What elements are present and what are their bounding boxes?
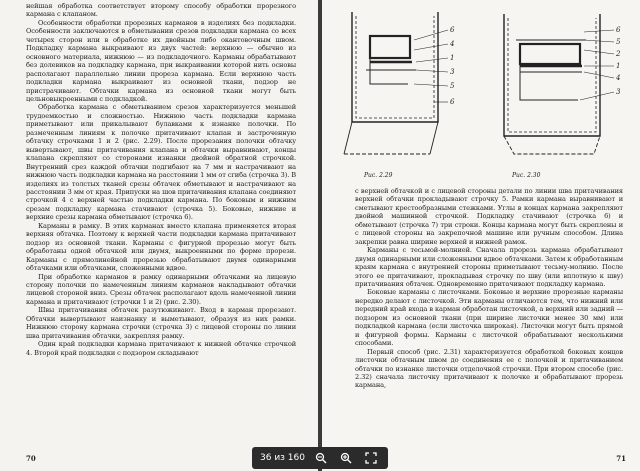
page-indicator: 36 из 160 [260,453,305,463]
zoom-in-icon[interactable] [337,449,355,467]
fullscreen-icon[interactable] [362,449,380,467]
fig30-label: 4 [616,74,621,82]
figure-2-30 [490,4,630,164]
fig30-label: 6 [616,26,621,34]
paragraph: Карманы с тесьмой-молнией. Сначала прорезь кармана обрабатывают двумя одинарными или сложенными вдвое обтачками. Затем к обработанным краям кармана с внутренней стороны приметывают тесьму-молнию. После этого ее притачивают, прокладывая строчку по шву (или вплотную к шву) притачивания обтачек. Одновременно притачивают подкладку кармана. [355,246,623,288]
fig29-label: 1 [450,54,455,62]
figure-2-29 [330,4,465,164]
paragraph: При обработке карманов в рамку одинарными обтачками на лицевую сторону полочки по намеченным линиям карманов накладывают обтачки лицевой стороной вниз. Срезы обтачек располагают вдоль намеченной линии кармана и притачивают (строчки 1 и 2) (рис. 2.30). [26,272,296,306]
paragraph: Особенности обработки прорезных карманов в изделиях без подкладки. Особенности заключаются в обметывании срезов подкладки кармана со всех четырех сторон или в обработке их двойным либо окантовочным швом. Подкладку кармана выкраивают из двух частей: верхнюю — обычно из основного материала, нижнюю — из подкладочного. Карманы обрабатывают без долевиков на подкладку кармана, при выкраивании которой нить основы располагают параллельно линии прореза кармана. Если верхнюю часть подкладки кармана выкраивают из основной ткани, подзор не пристрачивают. Обтачки кармана из основной ткани могут быть цельновыкроенными с подкладкой. [26,18,296,103]
zoom-out-icon[interactable] [312,449,330,467]
paragraph: Карманы в рамку. В этих карманах вместо клапана применяется вторая верхняя обтачка. Поэтому к верхней части подкладки кармана притачивают подзор из основной ткани. Карманы с фигурной прорезью могут быть обработаны одной обтачкой или двумя, выкроенными по форме прорези. Карманы с прямолинейной прорезью обрабатывают двумя одинарными обтачками или обтачками, сложенными вдвое. [26,221,296,273]
fig29-label: 3 [450,68,455,76]
fig29-label: 6 [450,98,455,106]
figure-2-30-caption: Рис. 2.30 [512,172,541,179]
paragraph: Боковые карманы с листочками. Боковые и верхние прорезные карманы нередко делают с листочкой. Эти карманы отличаются тем, что нижний или передний край входа в карман обработан листочкой, а верхний или задний — подзором из основной ткани (при ширине листочки менее 30 мм) или подкладкой кармана (если листочка широкая). Листочки могут быть прямой и фигурной формы. Карманы с листочкой обрабатывают несколькими способами. [355,288,623,348]
fig29-label: 6 [450,26,455,34]
paragraph: Один край подкладки кармана притачивают к нижней обтачке строчкой 4. Второй край подкладки с подзором складывают [26,340,296,357]
fig29-label: 5 [450,82,455,90]
paragraph: нейшая обработка соответствует второму способу обработки прорезного кармана с клапаном. [26,2,296,19]
paragraph: Первый способ (рис. 2.31) характеризуется обработкой боковых концов листочки обтачным швом до соединения ее с полочкой и притачиванием обтачки по изнанке листочки отделочной строчки. При втором способе (рис. 2.32) сначала листочку притачивают к полочке и обрабатывают прорезь кармана, [355,347,623,390]
fig29-label: 4 [450,40,455,48]
fig30-label: 3 [616,88,621,96]
left-page [0,0,318,471]
viewer-toolbar [252,447,388,469]
paragraph: Швы притачивания обтачек разутюживают. Вход в карман прорезают. Обтачки вывертывают наизнанку и выметывают, образуя из них рамки. Нижнюю сторону кармана строчки (строчка 3) с лицевой стороны по линии шва притачивания обтачки, закрепляя рамку. [26,306,296,340]
right-page-number: 71 [616,454,626,463]
paragraph: с верхней обтачкой и с лицевой стороны детали по линии шва притачивания верхней обтачки прокладывают строчку 5. Рамки кармана выравнивают и сметывают крестообразными стежками. Углы в концах кармана закрепляют двойной машинной строчкой. Подкладку стачивают (строчка 6) и обметывают (строчка 7) три строки. Концы кармана могут быть скреплены и с лицевой стороны на закрепочной машине или ручным способом. Длина закрепки равна ширине верхней и нижней рамок. [355,187,623,246]
fig30-label: 2 [616,50,621,58]
paragraph: Обработка кармана с обметыванием срезов характеризуется меньшей трудоемкостью и сложностью. Нижнюю часть подкладки кармана приметывают или прикалывают булавками к изнанке полочки. По размеченным линиям к полочке притачивают клапан и застроченную обтачку строчками 1 и 2 (рис. 2.29). После прорезания полочки обтачку вывертывают, швы притачивания клапана и обтачки выравнивают, концы клапана скрепляют со сторонами изнанки двойной обратной строчкой. Внутренний срез каждой обтачки подгибают на 7 мм и настрачивают на нижнюю часть подкладки кармана на расстоянии 1 мм от сгиба (строчка 3). В изделиях из толстых тканей срезы обтачек обметывают и настрачивают на расстоянии 3 мм от края. Припуски на шов притачивания клапана соединяют строчкой 4 с верхней частью подкладки кармана. По боковым и нижним срезам подкладку кармана стачивают (строчка 5). Боковые, нижние и верхние срезы кармана обметывают (строчка 6). [26,103,296,222]
left-page-number: 70 [26,454,36,463]
left-page-text [26,2,296,357]
fig30-label: 1 [616,62,621,70]
right-page-text [355,187,623,390]
fig30-label: 5 [616,38,621,46]
figure-2-29-caption: Рис. 2.29 [364,172,393,179]
